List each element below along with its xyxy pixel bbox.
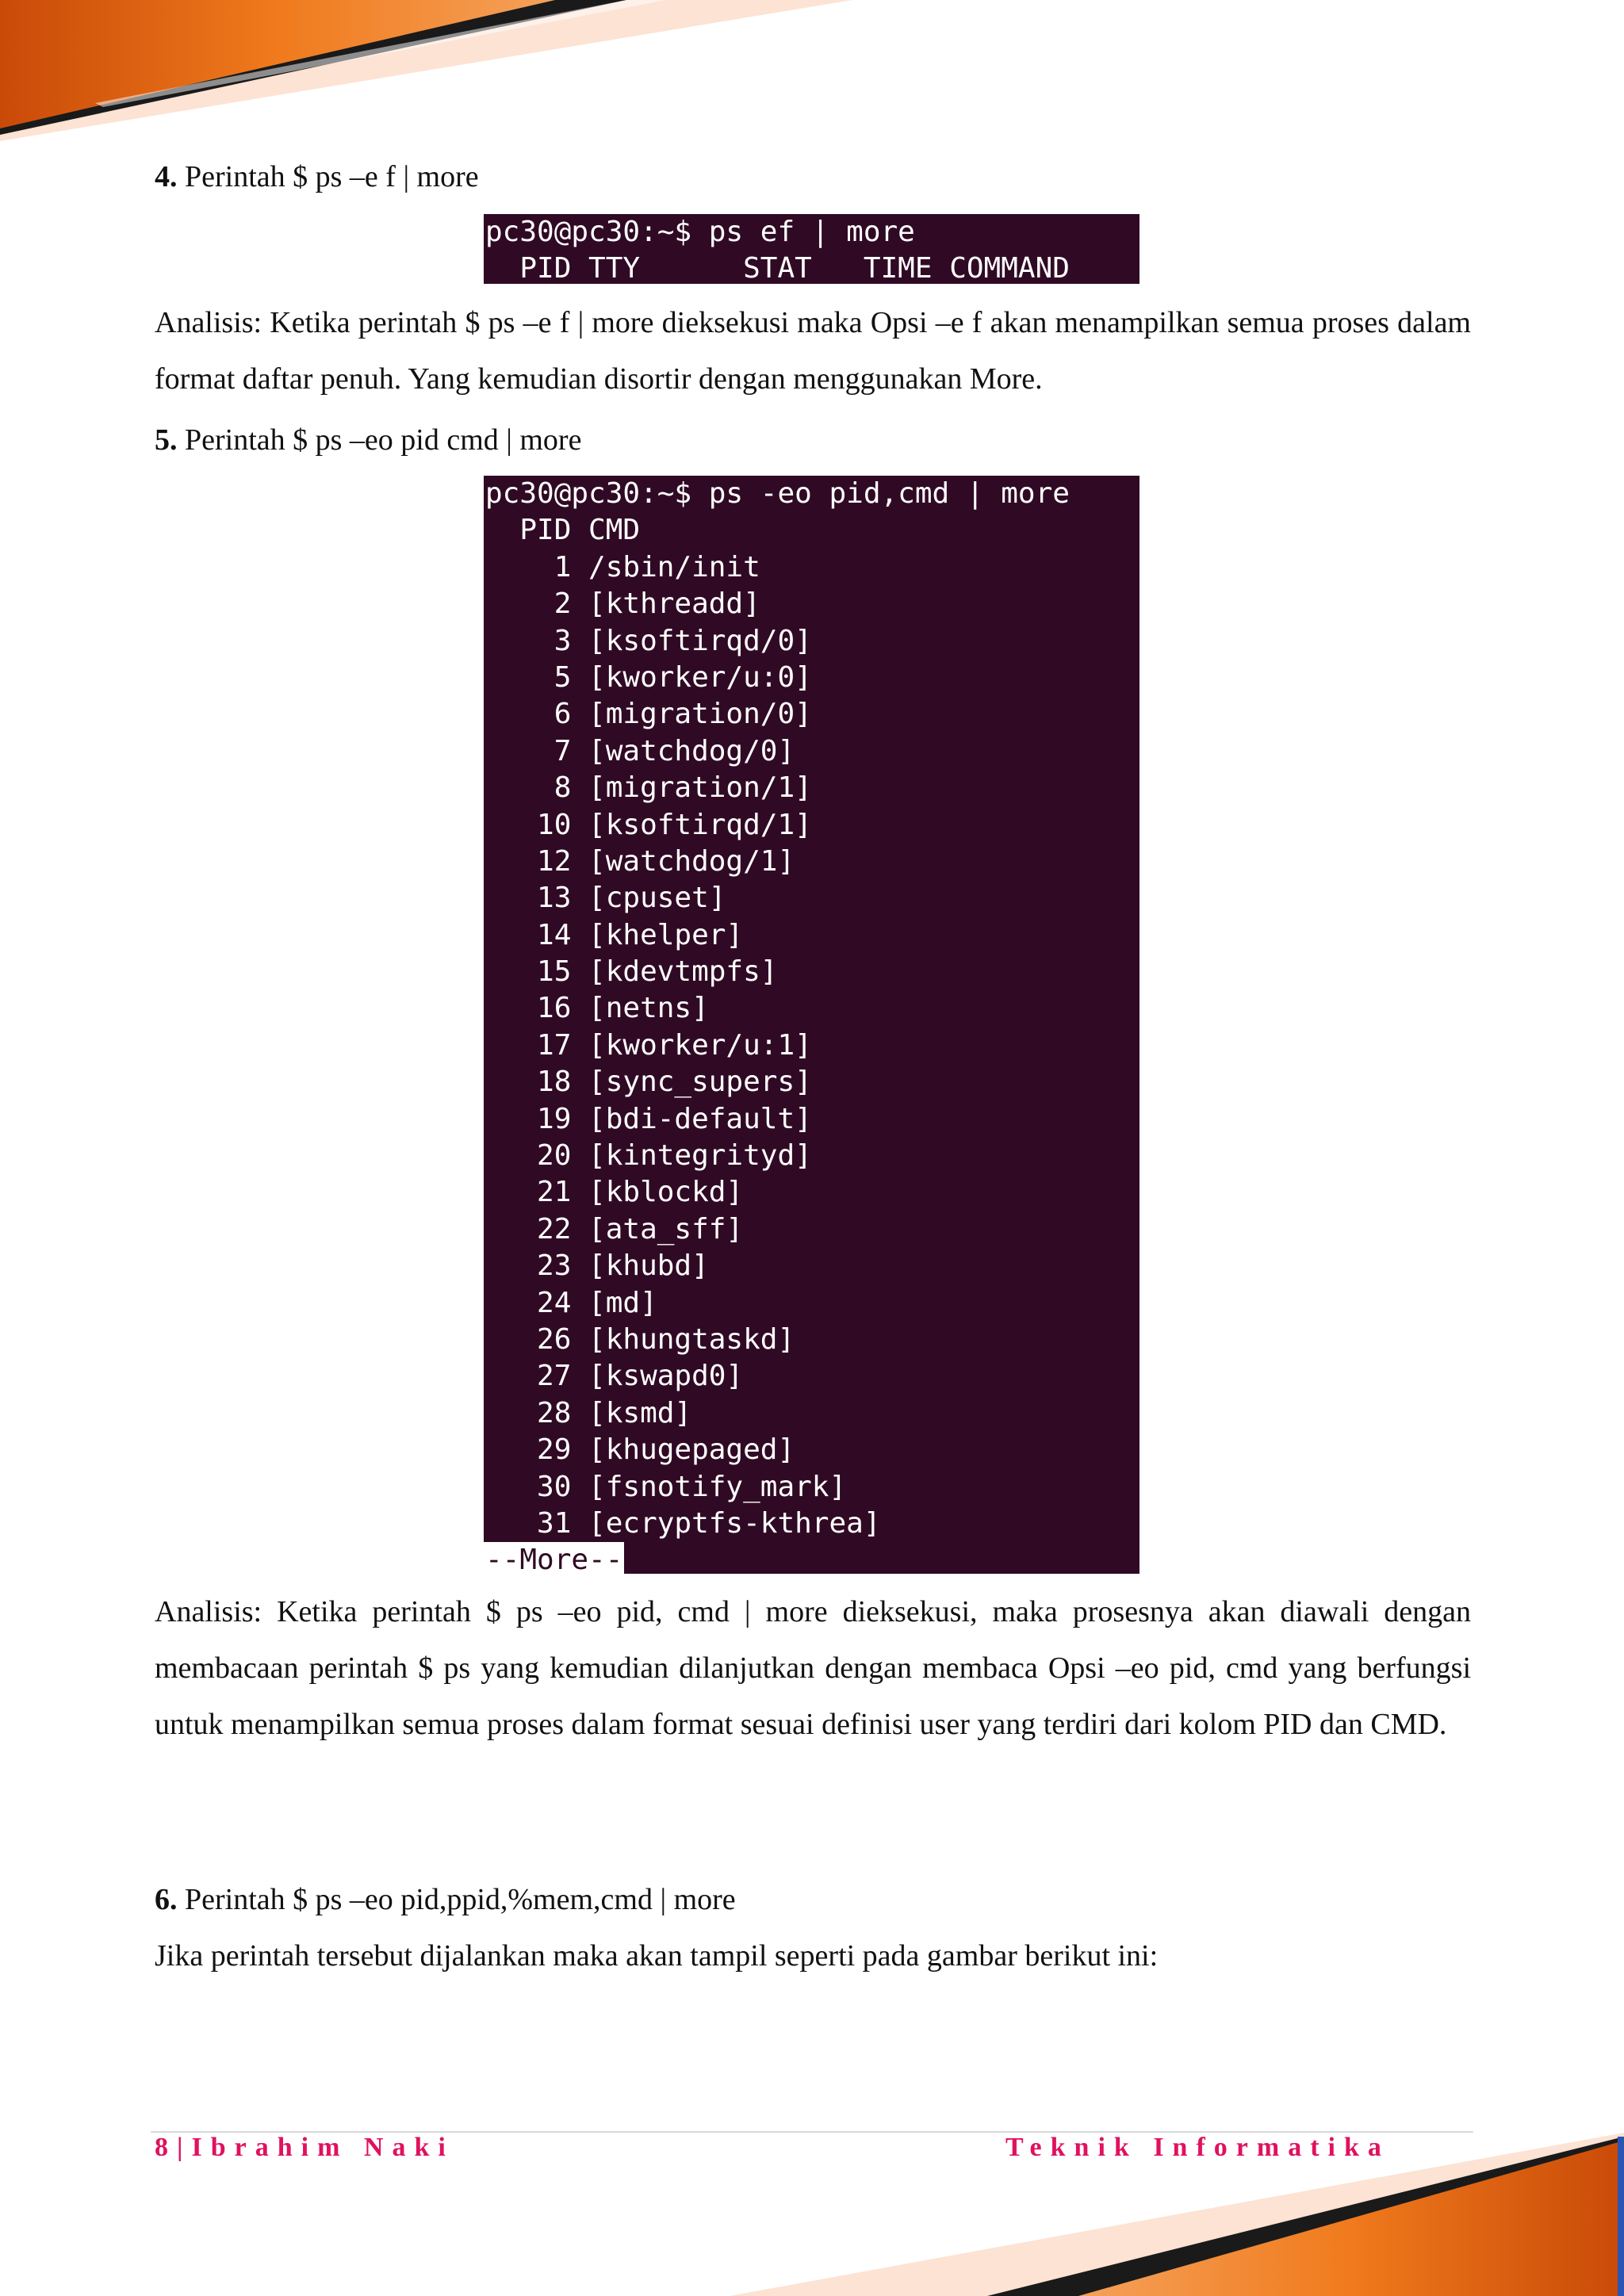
section-4-title: Perintah $ ps –e f | more xyxy=(177,160,479,193)
terminal-line: 18 [sync_supers] xyxy=(485,1066,812,1099)
terminal-line: pc30@pc30:~$ ps -eo pid,cmd | more xyxy=(485,477,1070,510)
section-5-number: 5. xyxy=(155,423,178,457)
section-5-analysis: Analisis: Ketika perintah $ ps –eo pid, cmd | more dieksekusi, maka prosesnya akan diawali dengan membacaan perintah $ ps yang kemudian dilanjutkan dengan membaca Opsi –eo pid, cmd yang berfungsi untuk menampilkan semua proses dalam format sesuai definisi user yang terdiri dari kolom PID dan CMD. xyxy=(155,1595,1471,1741)
terminal-line: 27 [kswapd0] xyxy=(485,1360,744,1393)
terminal-line: PID TTY STAT TIME COMMAND xyxy=(485,252,1070,284)
terminal-line: 14 [khelper] xyxy=(485,918,744,951)
terminal-line: 28 [ksmd] xyxy=(485,1396,692,1429)
terminal-line: 20 [kintegrityd] xyxy=(485,1139,812,1173)
terminal-line: 17 [kworker/u:1] xyxy=(485,1028,812,1062)
terminal-line: PID CMD xyxy=(485,514,641,547)
terminal-line: 26 [khungtaskd] xyxy=(485,1322,795,1356)
footer-page-author: 8|Ibrahim Naki xyxy=(155,2133,454,2162)
terminal-line: 15 [kdevtmpfs] xyxy=(485,955,778,989)
terminal-line: 30 [fsnotify_mark] xyxy=(485,1470,847,1503)
terminal-line: 29 [khugepaged] xyxy=(485,1433,795,1467)
footer-department: Teknik Informatika xyxy=(1005,2133,1390,2162)
more-prompt: --More-- xyxy=(484,1542,624,1574)
terminal-line: pc30@pc30:~$ ps ef | more xyxy=(485,216,915,248)
section-6-title: Perintah $ ps –eo pid,ppid,%mem,cmd | more xyxy=(177,1883,736,1916)
section-4-analysis: Analisis: Ketika perintah $ ps –e f | more dieksekusi maka Opsi –e f akan menampilkan semua proses dalam format daftar penuh. Yang kemudian disortir dengan menggunakan More. xyxy=(155,306,1471,396)
terminal-line: 5 [kworker/u:0] xyxy=(485,660,812,694)
terminal-line: 10 [ksoftirqd/1] xyxy=(485,808,812,841)
terminal-line: 16 [netns] xyxy=(485,992,709,1025)
section-6-intro: Jika perintah tersebut dijalankan maka akan tampil seperti pada gambar berikut ini: xyxy=(155,1939,1159,1973)
section-5-title: Perintah $ ps –eo pid cmd | more xyxy=(177,423,582,457)
terminal-line: 19 [bdi-default] xyxy=(485,1102,812,1135)
terminal-line: 8 [migration/1] xyxy=(485,771,812,805)
terminal-line: 3 [ksoftirqd/0] xyxy=(485,624,812,657)
terminal-line: 7 [watchdog/0] xyxy=(485,734,795,767)
terminal-line: 24 [md] xyxy=(485,1286,657,1319)
terminal-line: 22 [ata_sff] xyxy=(485,1212,744,1246)
terminal-line: 31 [ecryptfs-kthrea] xyxy=(485,1506,881,1540)
terminal-line: 13 [cpuset] xyxy=(485,882,726,915)
terminal-line: 2 [kthreadd] xyxy=(485,587,760,621)
section-4-number: 4. xyxy=(155,160,178,193)
terminal-line: 23 [khubd] xyxy=(485,1249,709,1283)
terminal-line: 1 /sbin/init xyxy=(485,550,760,584)
terminal-line: 21 [kblockd] xyxy=(485,1176,744,1209)
section-6-number: 6. xyxy=(155,1883,178,1916)
terminal-line: 6 [migration/0] xyxy=(485,698,812,731)
terminal-line: 12 [watchdog/1] xyxy=(485,844,795,878)
